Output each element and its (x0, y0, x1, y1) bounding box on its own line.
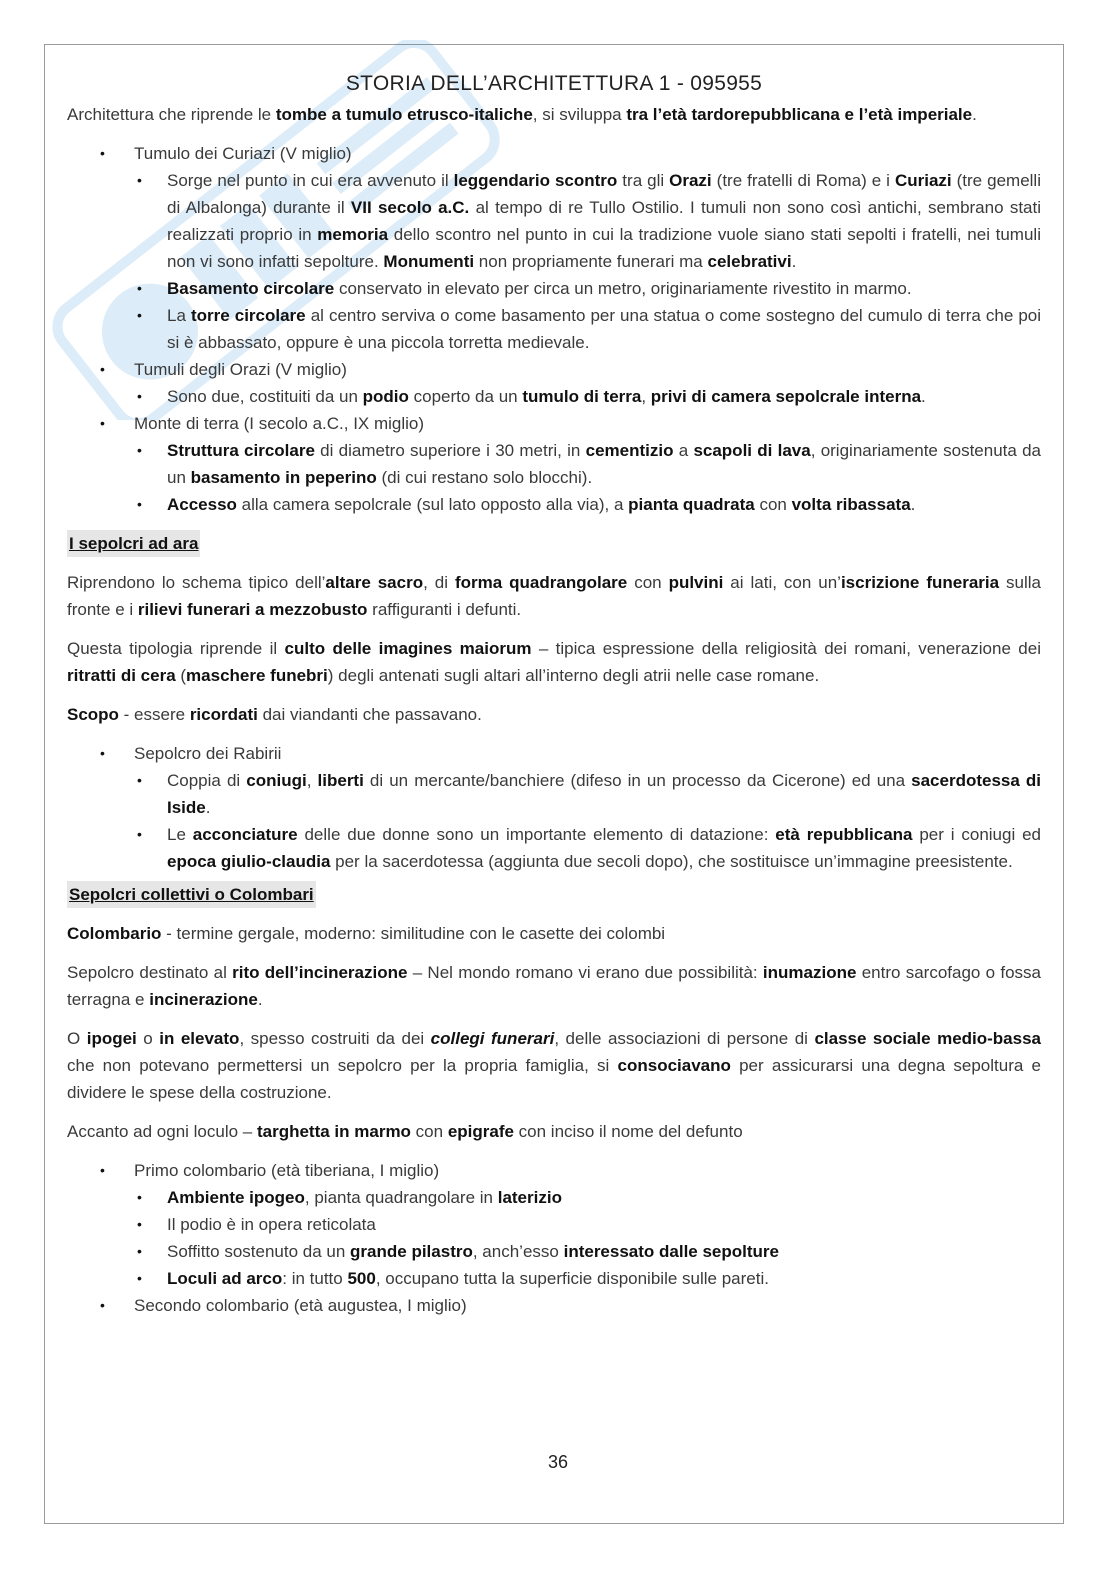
colombari-paragraph-2: Sepolcro destinato al rito dell’incinerazione – Nel mondo romano vi erano due possibilità: inumazione entro sarcofago o fossa terragna e incinerazione. (67, 963, 1041, 1009)
page-content (67, 68, 1041, 1319)
list-item: • Tumuli degli Orazi (V miglio) (67, 356, 1041, 383)
bullet-icon: • (137, 826, 142, 842)
bullet-icon: • (100, 415, 105, 431)
list-item: • Secondo colombario (età augustea, I miglio) (67, 1292, 1041, 1319)
bullet-icon: • (100, 745, 105, 761)
section-heading-colombari: Sepolcri collettivi o Colombari (67, 881, 1041, 908)
ara-paragraph-1: Riprendono lo schema tipico dell’altare sacro, di forma quadrangolare con pulvini ai lati, con un’iscrizione funeraria sulla fronte e i rilievi funerari a mezzobusto raffiguranti i defunti. (67, 573, 1041, 619)
list-item: • Sepolcro dei Rabirii (67, 740, 1041, 767)
list-item: • Coppia di coniugi, liberti di un mercante/banchiere (difeso in un processo da Cicerone) ed una sacerdotessa di Iside. (67, 767, 1041, 821)
bullet-icon: • (100, 145, 105, 161)
bullet-icon: • (100, 1162, 105, 1178)
bullet-icon: • (137, 1189, 142, 1205)
list-item: • Primo colombario (età tiberiana, I miglio) (67, 1157, 1041, 1184)
bullet-icon: • (137, 388, 142, 404)
list-item: • Ambiente ipogeo, pianta quadrangolare in laterizio (67, 1184, 1041, 1211)
bullet-icon: • (137, 172, 142, 188)
colombari-paragraph-1: Colombario - termine gergale, moderno: similitudine con le casette dei colombi (67, 924, 666, 943)
list-item: • La torre circolare al centro serviva o come basamento per una statua o come sostegno del cumulo di terra che poi si è abbassato, oppure è una piccola torretta medievale. (67, 302, 1041, 356)
rabirii-list (67, 740, 1041, 875)
tumuli-list (67, 140, 1041, 518)
intro-paragraph: Architettura che riprende le tombe a tumulo etrusco-italiche, si sviluppa tra l’età tardorepubblicana e l’età imperiale. (67, 105, 977, 124)
bullet-icon: • (137, 1270, 142, 1286)
list-item: • Monte di terra (I secolo a.C., IX miglio) (67, 410, 1041, 437)
list-item: • Soffitto sostenuto da un grande pilastro, anch’esso interessato dalle sepolture (67, 1238, 1041, 1265)
page-title: STORIA DELL’ARCHITETTURA 1 - 095955 (345, 72, 763, 95)
list-item: • Basamento circolare conservato in elevato per circa un metro, originariamente rivestito in marmo. (67, 275, 1041, 302)
page-number: 36 (547, 1452, 569, 1472)
bullet-icon: • (137, 1216, 142, 1232)
list-item: • Il podio è in opera reticolata (67, 1211, 1041, 1238)
bullet-icon: • (137, 496, 142, 512)
bullet-icon: • (137, 772, 142, 788)
colombari-list (67, 1157, 1041, 1319)
bullet-icon: • (137, 442, 142, 458)
list-item: • Sorge nel punto in cui era avvenuto il leggendario scontro tra gli Orazi (tre fratelli di Roma) e i Curiazi (tre gemelli di Albalonga) durante il VII secolo a.C. al tempo di re Tullo Ostilio. I tumuli non sono così antichi, sembrano stati realizzati proprio in memoria dello scontro nel punto in cui la tradizione vuole siano stati sepolti i fratelli, nei tumuli non vi sono infatti sepolture. Monumenti non propriamente funerari ma celebrativi. (67, 167, 1041, 275)
list-item: • Loculi ad arco: in tutto 500, occupano tutta la superficie disponibile sulle pareti. (67, 1265, 1041, 1292)
bullet-icon: • (137, 1243, 142, 1259)
ara-paragraph-3: Scopo - essere ricordati dai viandanti che passavano. (67, 705, 482, 724)
list-item: • Struttura circolare di diametro superiore i 30 metri, in cementizio a scapoli di lava, originariamente sostenuta da un basamento in peperino (di cui restano solo blocchi). (67, 437, 1041, 491)
section-heading-ara: I sepolcri ad ara (67, 530, 1041, 557)
list-item: • Tumulo dei Curiazi (V miglio) (67, 140, 1041, 167)
bullet-icon: • (137, 307, 142, 323)
colombari-paragraph-4: Accanto ad ogni loculo – targhetta in marmo con epigrafe con inciso il nome del defunto (67, 1122, 743, 1141)
list-item: • Accesso alla camera sepolcrale (sul lato opposto alla via), a pianta quadrata con volta ribassata. (67, 491, 1041, 518)
list-item: • Sono due, costituiti da un podio coperto da un tumulo di terra, privi di camera sepolcrale interna. (67, 383, 1041, 410)
list-item: • Le acconciature delle due donne sono un importante elemento di datazione: età repubblicana per i coniugi ed epoca giulio-claudia per la sacerdotessa (aggiunta due secoli dopo), che sostituisce un’immagine preesistente. (67, 821, 1041, 875)
colombari-paragraph-3: O ipogei o in elevato, spesso costruiti da dei collegi funerari, delle associazioni di persone di classe sociale medio-bassa che non potevano permettersi un sepolcro per la propria famiglia, si consociavano per assicurarsi una degna sepoltura e dividere le spese della costruzione. (67, 1029, 1041, 1102)
bullet-icon: • (100, 361, 105, 377)
bullet-icon: • (137, 280, 142, 296)
bullet-icon: • (100, 1297, 105, 1313)
ara-paragraph-2: Questa tipologia riprende il culto delle imagines maiorum – tipica espressione della religiosità dei romani, venerazione dei ritratti di cera (maschere funebri) degli antenati sugli altari all’interno degli atrii nelle case romane. (67, 639, 1041, 685)
